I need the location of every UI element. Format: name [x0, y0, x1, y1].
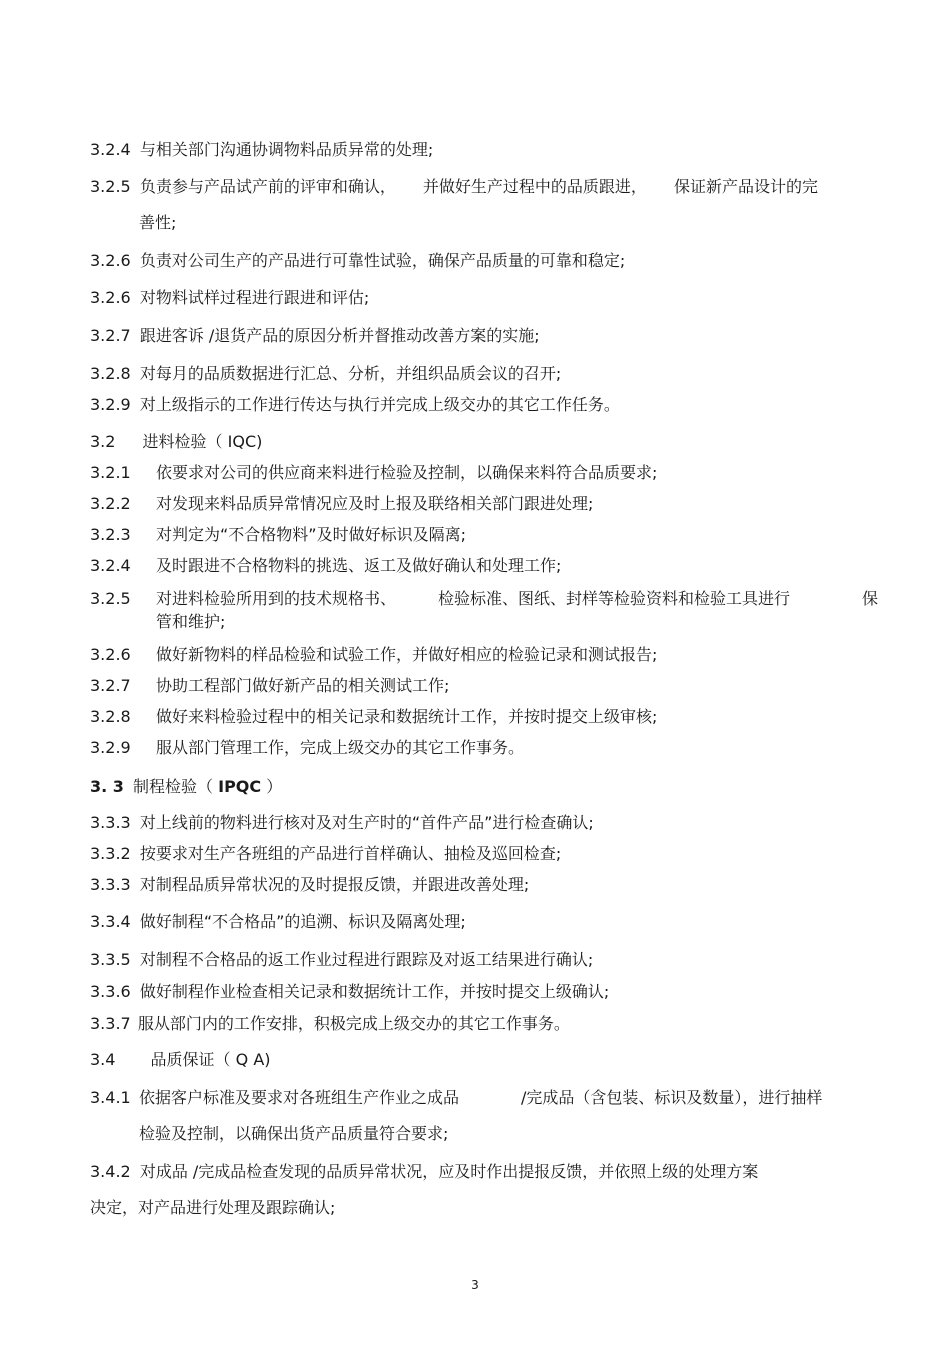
- clause-number: 3.3.4: [90, 912, 131, 931]
- clause-number: 3.3.6: [90, 982, 131, 1001]
- clause-text: 及时跟进不合格物料的挑选、返工及做好确认和处理工作;: [156, 556, 562, 575]
- clause-text: 依要求对公司的供应商来料进行检验及控制，以确保来料符合品质要求;: [156, 463, 658, 482]
- clause-number: 3.2.5: [90, 589, 131, 608]
- clause-3-2-5-continuation: 善性;: [139, 213, 177, 232]
- clause-text: 对制程品质异常状况的及时提报反馈，并跟进改善处理;: [139, 875, 530, 894]
- clause-number: 3.2.6: [90, 251, 131, 270]
- clause-number: 3.3.5: [90, 950, 131, 969]
- section-number: 3.2: [90, 432, 116, 451]
- clause-number: 3.2.5: [90, 177, 131, 196]
- clause-text-part-b: 检验标准、图纸、封样等检验资料和检验工具进行: [438, 589, 791, 608]
- clause-3-2-7: [90, 326, 540, 346]
- section-title: 品质保证（ Q A): [150, 1050, 271, 1069]
- clause-text: 对上级指示的工作进行传达与执行并完成上级交办的其它工作任务。: [139, 395, 620, 414]
- clause-number: 3.2.7: [90, 326, 131, 345]
- clause-text: 协助工程部门做好新产品的相关测试工作;: [156, 676, 450, 695]
- clause-number: 3.2.1: [90, 463, 131, 482]
- section-number: 3.4: [90, 1050, 116, 1069]
- clause-3-2-6-a: [90, 251, 625, 271]
- section-heading-ipqc: [90, 777, 282, 797]
- section-title-a: 制程检验（: [133, 777, 214, 796]
- clause-text-part-b: /完成品（含包装、标识及数量），进行抽样: [521, 1088, 823, 1107]
- clause-number: 3.3.3: [90, 813, 131, 832]
- clause-number: 3.2.3: [90, 525, 131, 544]
- ipqc-item-4: [90, 912, 466, 932]
- clause-3-2-5: [90, 177, 818, 197]
- clause-number: 3.2.6: [90, 288, 131, 307]
- clause-text: 对每月的品质数据进行汇总、分析，并组织品质会议的召开;: [139, 364, 562, 383]
- clause-3-2-4: [90, 140, 433, 160]
- clause-number: 3.3.2: [90, 844, 131, 863]
- clause-number: 3.2.4: [90, 140, 131, 159]
- clause-3-2-8: [90, 364, 561, 384]
- clause-number: 3.2.4: [90, 556, 131, 575]
- clause-3-2-6-b: [90, 288, 369, 308]
- clause-number: 3.3.7: [90, 1014, 131, 1033]
- clause-number: 3.2.8: [90, 364, 131, 383]
- clause-text-part-a: 对进料检验所用到的技术规格书、: [156, 589, 397, 608]
- section-title: 进料检验（ IQC): [142, 432, 263, 451]
- section-number: 3. 3: [90, 777, 124, 796]
- clause-text: 做好制程“不合格品”的追溯、标识及隔离处理;: [139, 912, 466, 931]
- section-heading-qa: [90, 1050, 271, 1070]
- clause-text-part-a: 依据客户标准及要求对各班组生产作业之成品: [139, 1088, 460, 1107]
- ipqc-item-6: [90, 982, 609, 1002]
- clause-text-part-c: 保: [862, 589, 879, 608]
- clause-number: 3.2.6: [90, 645, 131, 664]
- clause-text: 对制程不合格品的返工作业过程进行跟踪及对返工结果进行确认;: [139, 950, 594, 969]
- clause-number: 3.3.3: [90, 875, 131, 894]
- section-title-b: IPQC: [218, 777, 262, 796]
- clause-text: 做好来料检验过程中的相关记录和数据统计工作，并按时提交上级审核;: [156, 707, 658, 726]
- qa-item-1-continuation: 检验及控制，以确保出货产品质量符合要求;: [139, 1124, 449, 1143]
- clause-text: 服从部门内的工作安排，积极完成上级交办的其它工作事务。: [137, 1014, 570, 1033]
- qa-item-2: [90, 1162, 758, 1182]
- clause-text: 服从部门管理工作，完成上级交办的其它工作事务。: [156, 738, 525, 757]
- clause-text-part-c: 保证新产品设计的完: [674, 177, 819, 196]
- clause-text-part-a: 负责参与产品试产前的评审和确认，: [139, 177, 396, 196]
- section-title-c: ）: [266, 777, 283, 796]
- clause-text: 按要求对生产各班组的产品进行首样确认、抽检及巡回检查;: [139, 844, 562, 863]
- ipqc-item-7: [90, 1014, 570, 1034]
- clause-text: 对判定为“不合格物料”及时做好标识及隔离;: [156, 525, 466, 544]
- clause-text: 跟进客诉 /退货产品的原因分析并督推动改善方案的实施;: [139, 326, 540, 345]
- clause-number: 3.2.9: [90, 738, 131, 757]
- page-number: 3: [471, 1278, 479, 1292]
- ipqc-item-3: [90, 875, 529, 895]
- clause-text: 负责对公司生产的产品进行可靠性试验，确保产品质量的可靠和稳定;: [139, 251, 626, 270]
- clause-number: 3.4.1: [90, 1088, 131, 1107]
- clause-text-part-b: 并做好生产过程中的品质跟进，: [422, 177, 647, 196]
- ipqc-item-2: [90, 844, 561, 864]
- clause-text: 对发现来料品质异常情况应及时上报及联络相关部门跟进处理;: [156, 494, 594, 513]
- ipqc-item-1: [90, 813, 594, 833]
- section-heading-iqc: [90, 432, 262, 452]
- clause-number: 3.4.2: [90, 1162, 131, 1181]
- clause-text: 做好制程作业检查相关记录和数据统计工作，并按时提交上级确认;: [139, 982, 610, 1001]
- iqc-item-5-continuation: 管和维护;: [156, 612, 226, 631]
- clause-text: 做好新物料的样品检验和试验工作，并做好相应的检验记录和测试报告;: [156, 645, 658, 664]
- clause-3-2-9: [90, 395, 620, 415]
- clause-text: 对物料试样过程进行跟进和评估;: [139, 288, 370, 307]
- clause-text: 与相关部门沟通协调物料品质异常的处理;: [139, 140, 434, 159]
- clause-text: 对上线前的物料进行核对及对生产时的“首件产品”进行检查确认;: [139, 813, 594, 832]
- clause-text: 对成品 /完成品检查发现的品质异常状况，应及时作出提报反馈，并依照上级的处理方案: [139, 1162, 759, 1181]
- clause-number: 3.2.9: [90, 395, 131, 414]
- clause-number: 3.2.2: [90, 494, 131, 513]
- clause-number: 3.2.8: [90, 707, 131, 726]
- ipqc-item-5: [90, 950, 593, 970]
- clause-number: 3.2.7: [90, 676, 131, 695]
- qa-item-2-continuation: 决定，对产品进行处理及跟踪确认;: [90, 1198, 336, 1217]
